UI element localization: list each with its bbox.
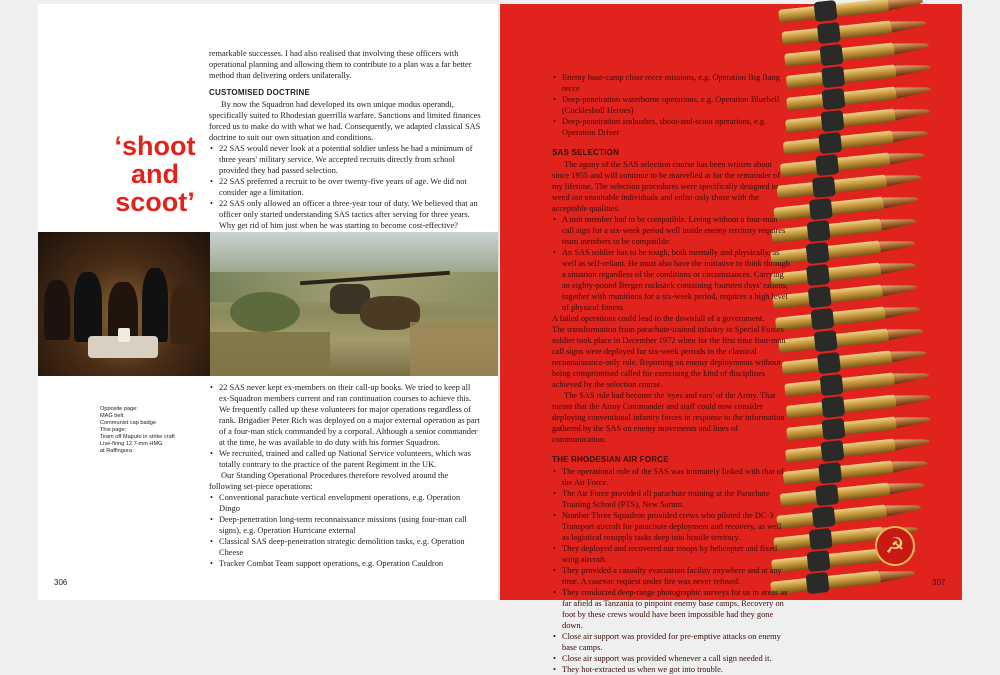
transformation-paragraph: The transformation from parachute-trained infantry to Special Forces soldier took place in December 1972 when for the first time four-man call signs were deployed for six-week periods in the classical reconnaissance-only role. Reporting on enemy deployments without being compromised called for exercising the kind of disciplines achieved by the selection course. bbox=[552, 325, 786, 389]
eyes-and-ears-paragraph: The SAS role had become the 'eyes and ears' of the Army. That meant that the Army Commander and staff could now consider deploying conventional infantry forces in response to the information gathered by the SAS on enemy movements and lines of communication. bbox=[552, 391, 785, 444]
list-item: • Deep-penetration ambushes, shoot-and-scoot operations, e.g. Operation Driver bbox=[562, 116, 790, 138]
intro-paragraph: remarkable successes. I had also realised that involving these officers with operational planning and allowing them to contribute to a plan was a far better method than delivering orders unilaterally. bbox=[209, 49, 472, 80]
page-number-left: 306 bbox=[54, 578, 68, 587]
air-force-bullet-list bbox=[552, 466, 790, 675]
caption-line: at Raffingora bbox=[100, 448, 132, 454]
list-item: • Conventional parachute vertical envelopment operations, e.g. Operation Dingo bbox=[219, 492, 481, 514]
list-item: • They deployed and recovered our troops by helicopter and fixed wing aircraft. bbox=[562, 543, 790, 565]
list-item: • They conducted deep-range photographic surveys for us in areas as far afield as Tanzania to pinpoint enemy base camps. Recovery on foot by these crews would have been impossible had they gone down. bbox=[562, 587, 790, 631]
list-item: • 22 SAS only allowed an officer a three-year tour of duty. We believed that an officer only started understanding SAS tactics after serving for three years. Why get rid of him just when he was starting to become cost-effective? bbox=[219, 198, 481, 231]
failed-operations-line: A failed operations could lead to the downfall of a government. bbox=[552, 314, 765, 323]
customised-paragraph: By now the Squadron had developed its own unique modus operandi, specifically suited to Rhodesian guerrilla warfare. Sanctions and limited finances forced us to make do with what we had. Consequently, we adapted classical SAS doctrine to suit our own situation and conditions. bbox=[209, 100, 481, 142]
list-item: • Close air support was provided whenever a call sign needed it. bbox=[562, 653, 790, 664]
list-item: • Enemy base-camp close recce missions, e.g. Operation Big Bang recce bbox=[562, 72, 790, 94]
sop-paragraph: Our Standing Operational Procedures therefore revolved around the following set-piece operations: bbox=[209, 471, 449, 491]
firing-photo bbox=[210, 232, 500, 376]
right-top-bullet-list bbox=[552, 72, 790, 138]
caption-line: This page: bbox=[100, 427, 127, 433]
caption-line: Opposite page: bbox=[100, 406, 138, 412]
caption-line: Team off Maputo in strike craft bbox=[100, 434, 175, 440]
photo-strip bbox=[38, 232, 500, 376]
list-item: • The Air Force provided all parachute training at the Parachute Training School (PTS), New Sarum. bbox=[562, 488, 790, 510]
photo-caption bbox=[100, 406, 200, 455]
list-item: • 22 SAS never kept ex-members on their call-up books. We tried to keep all ex-Squadron members current and ran continuation courses to achieve this. We frequently called up these volunteers for major operations regardless of rank. Brigadier Peter Rich was deployed on a major external operation as part of a four-man stick commanded by a corporal. Although a senior commander at the time, he was available to do duty with his former Squadron. bbox=[219, 382, 481, 448]
list-item: • We recruited, trained and called up National Service volunteers, which was totally contrary to the practice of the parent Regiment in the UK. bbox=[219, 448, 481, 470]
list-item: • Tracker Combat Team support operations, e.g. Operation Cauldron bbox=[219, 558, 481, 569]
right-page bbox=[500, 4, 962, 674]
list-item: • They provided a casualty evacuation facility anywhere and at any time. A casevac request under fire was never refused. bbox=[562, 565, 790, 587]
selection-paragraph: The agony of the SAS selection course has been written about since 1955 and will continue to be marvelled at for the remainder of my lifetime. The selection procedures were specifically designed to weed out unsuitable individuals and enlist only those with the acceptable qualities. bbox=[552, 160, 780, 213]
page-number-right: 307 bbox=[932, 578, 946, 587]
air-force-heading: THE RHODESIAN AIR FORCE bbox=[552, 455, 669, 464]
sas-selection-heading: SAS SELECTION bbox=[552, 148, 620, 157]
left-top-text-column bbox=[209, 48, 481, 231]
caption-line: Live-firing 12.7-mm HMG bbox=[100, 441, 163, 447]
communist-cap-badge-icon bbox=[875, 526, 915, 566]
pull-quote: ‘shoot and scoot’ bbox=[114, 131, 196, 217]
list-item: • They hot-extracted us when we got into trouble. bbox=[562, 664, 790, 675]
right-text-column bbox=[552, 72, 790, 675]
team-photo bbox=[38, 232, 210, 376]
selection-bullet-list bbox=[552, 214, 790, 313]
customised-doctrine-heading: CUSTOMISED DOCTRINE bbox=[209, 88, 310, 97]
list-item: • Close air support was provided for pre-emptive attacks on enemy base camps. bbox=[562, 631, 790, 653]
operations-list bbox=[209, 492, 481, 569]
caption-line: MAG belt bbox=[100, 413, 124, 419]
list-item: • 22 SAS would never look at a potential soldier unless he had a minimum of three years' military service. We accepted recruits directly from school provided they had passed selection. bbox=[219, 143, 481, 176]
list-item: • Deep-penetration long-term reconnaissance missions (using four-man call signs), e.g. Operation Hurricane external bbox=[219, 514, 481, 536]
hammer-sickle-icon: ☭ bbox=[885, 533, 905, 559]
left-bottom-bullet-list bbox=[209, 382, 481, 470]
list-item: • Classical SAS deep-penetration strategic demolition tasks, e.g. Operation Cheese bbox=[219, 536, 481, 558]
left-bottom-text-column bbox=[209, 382, 481, 569]
caption-line: Communist cap badge bbox=[100, 420, 156, 426]
left-page bbox=[38, 4, 500, 600]
list-item: • 22 SAS preferred a recruit to be over twenty-five years of age. We did not consider age a limitation. bbox=[219, 176, 481, 198]
list-item: • The operational role of the SAS was intimately linked with that of the Air Force. bbox=[562, 466, 790, 488]
list-item: • Deep-penetration waterborne operations, e.g. Operation Bluebell (Cocklesholl Heroes) bbox=[562, 94, 790, 116]
left-top-bullet-list bbox=[209, 143, 481, 231]
list-item: • Number Three Squadron provided crews who piloted the DC-3 Transport aircraft for parachute deployment and recovery, as well as logistical resupply tasks deep into hostile territory. bbox=[562, 510, 790, 543]
list-item: • A unit member had to be compatible. Living without a four-man call sign for a six-week period well inside enemy territory requires team members to be compatible. bbox=[562, 214, 790, 247]
list-item: • An SAS soldier has to be tough, both mentally and physically, as well as self-reliant. He must also have the initiative to think through a situation regardless of the conditions or circumstances. Carrying an eighty-pound Bergen rucksack containing fourteen days' rations, together with munitions for a six-week period, requires a high level of physical fitness. bbox=[562, 247, 790, 313]
